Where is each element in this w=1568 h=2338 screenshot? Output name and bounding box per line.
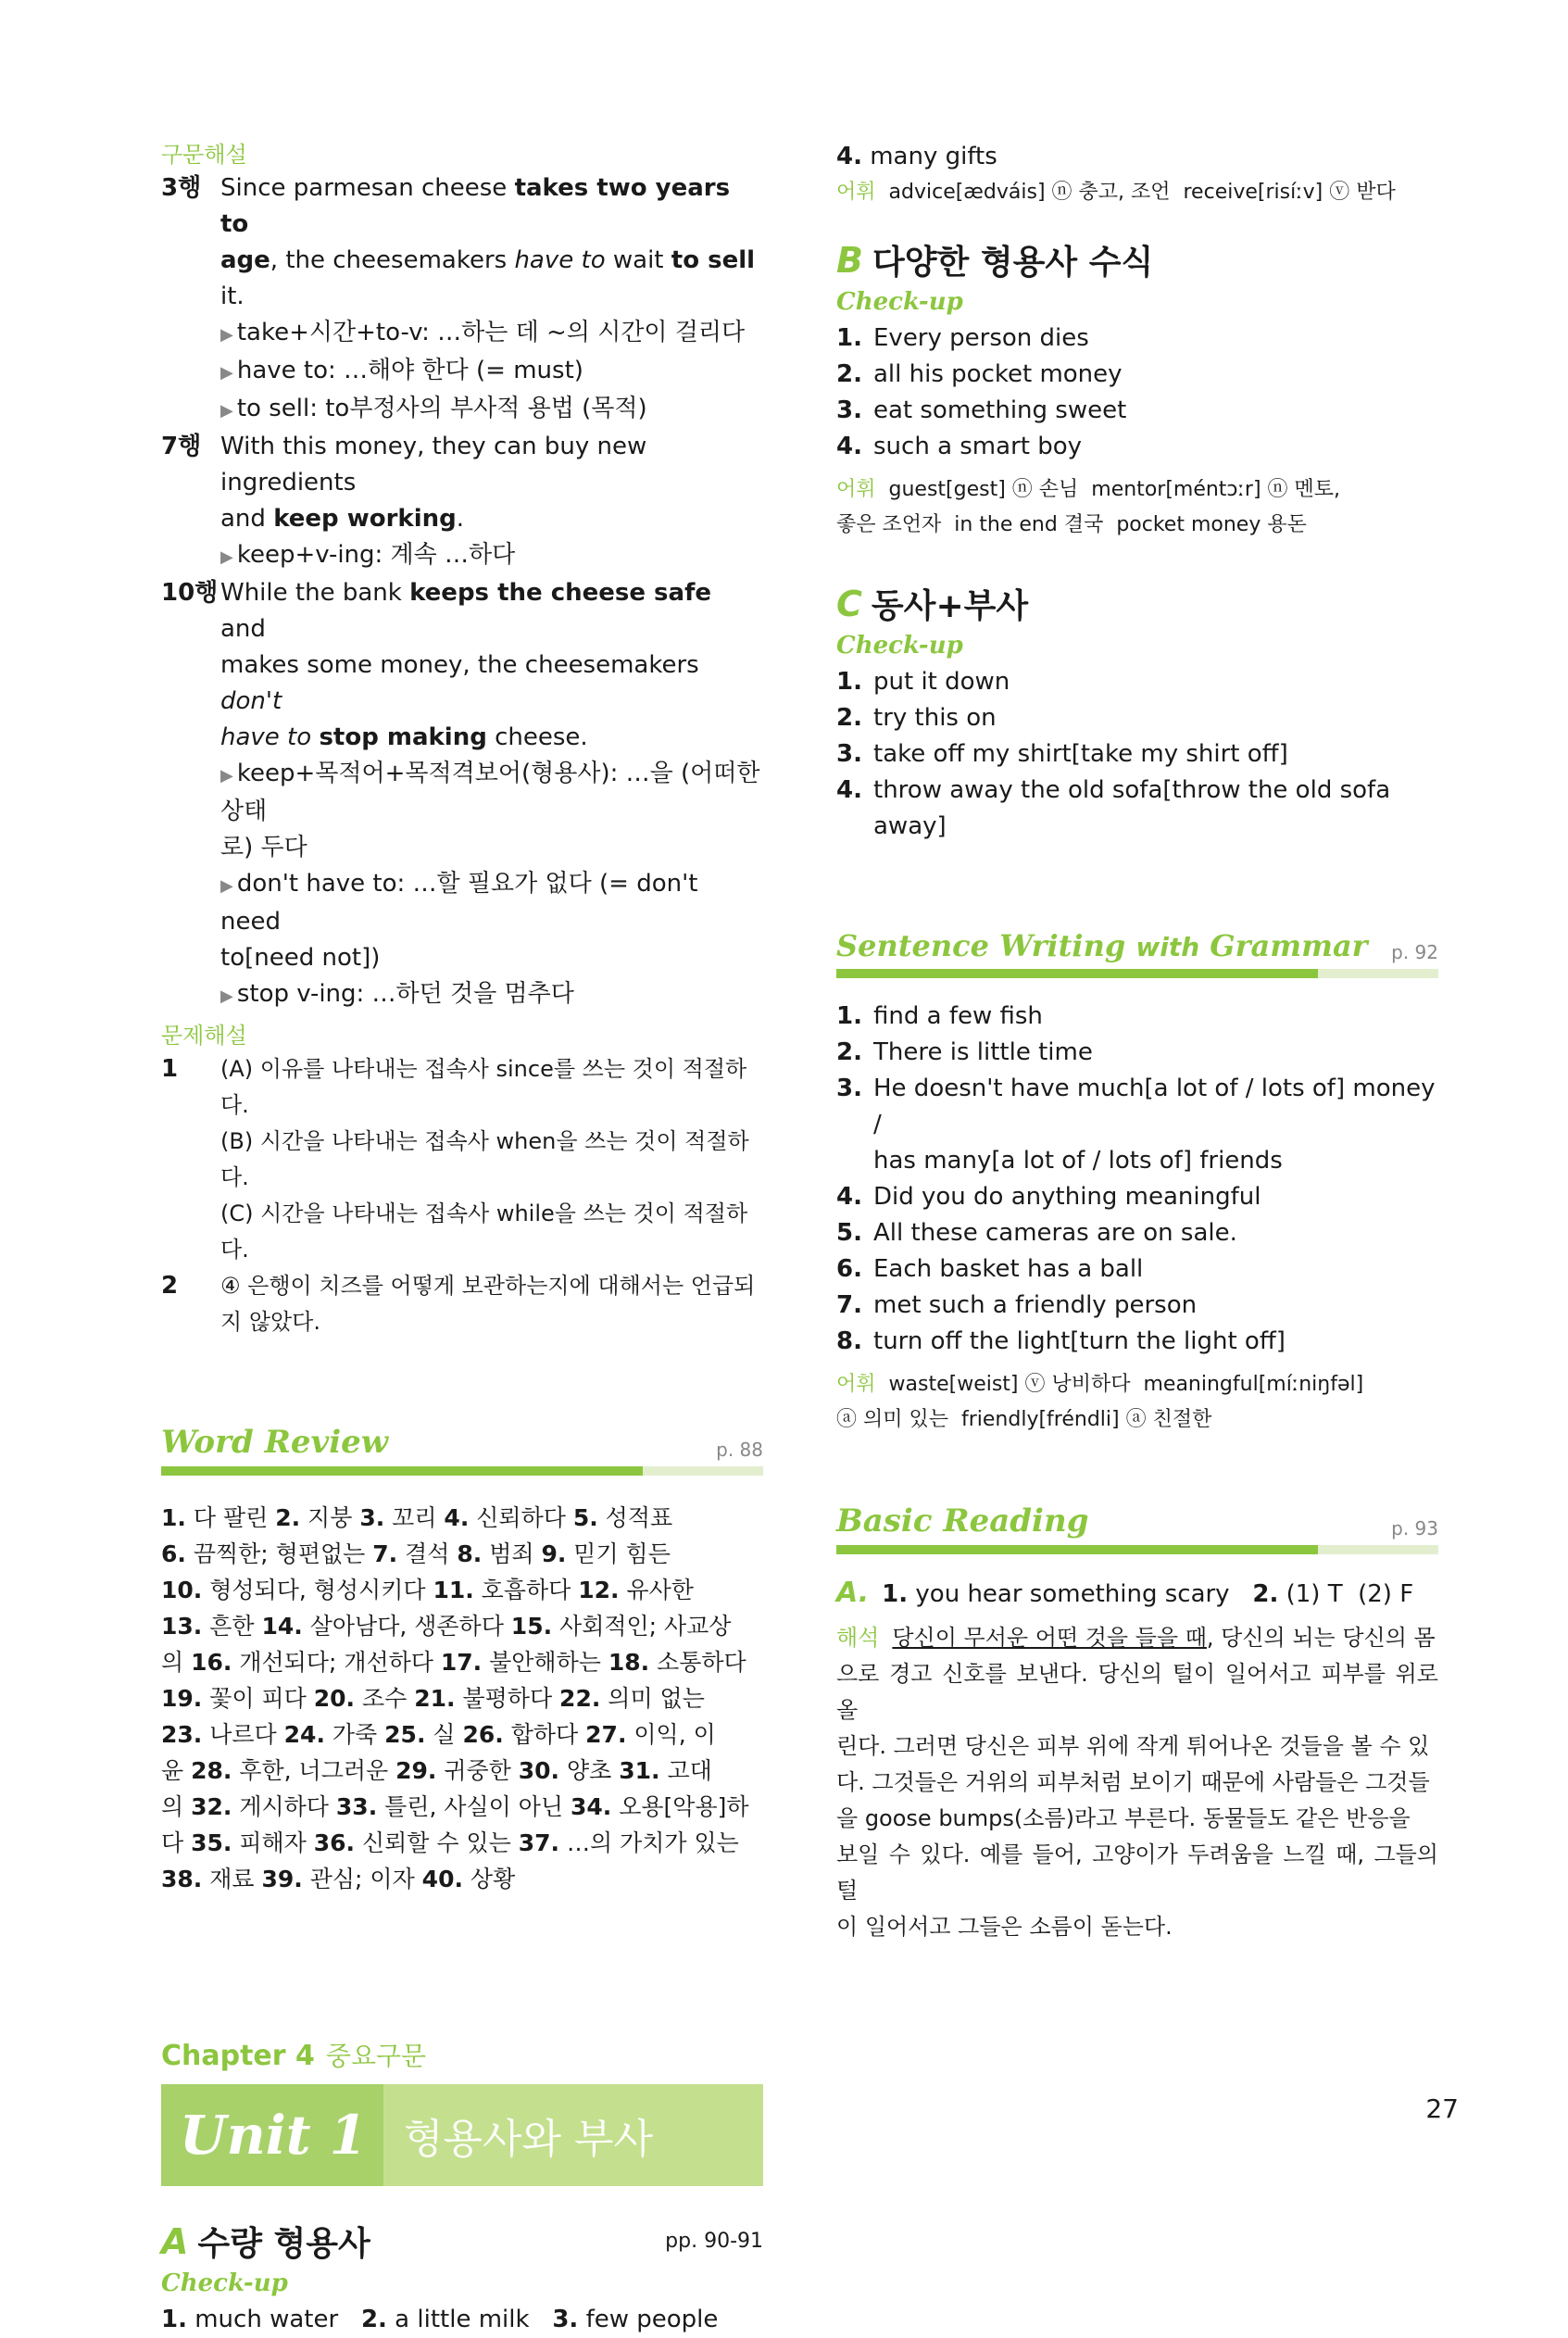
translation-line xyxy=(836,1801,1438,1837)
section-b-checkup: Check-up xyxy=(836,288,963,316)
vocab-line xyxy=(836,1402,1438,1438)
unit-title: 형용사와 부사 xyxy=(383,2084,763,2186)
section-a-head xyxy=(161,2218,763,2265)
translation-line xyxy=(836,1909,1438,1945)
item-text: take off my shirt[take my shirt off] xyxy=(873,740,1288,768)
item-text: put it down xyxy=(873,668,1010,696)
page-number: 27 xyxy=(1425,2093,1459,2124)
section-a-checkup: Check-up xyxy=(161,2269,288,2297)
gumun-sentence: makes some money, the cheesemakers don't xyxy=(220,651,699,715)
section-b-letter: B xyxy=(836,239,863,281)
translation-line xyxy=(836,1837,1438,1909)
gumun-line-number xyxy=(161,501,220,537)
section-b-item xyxy=(836,393,1438,429)
triangle-icon: ▶ xyxy=(220,363,233,383)
munje-number: 2 xyxy=(161,1272,179,1300)
sentence-writing-item xyxy=(836,1071,1438,1143)
section-a-title: 수량 형용사 xyxy=(197,2225,370,2263)
gumun-note-text: keep+목적어+목적격보어(형용사): …을 (어떠한 상태 xyxy=(220,760,760,825)
vocab-label: 어휘 xyxy=(836,1373,876,1396)
vocab-text: waste[weist] ⓥ 낭비하다 meaningful[míːniŋfəl] xyxy=(888,1373,1364,1396)
translation-text: 당신이 무서운 어떤 것을 들을 때, 당신의 뇌는 당신의 몸 xyxy=(892,1625,1436,1651)
triangle-icon: ▶ xyxy=(220,987,233,1006)
item-number xyxy=(836,1143,873,1179)
basic-reading-a-label: A. xyxy=(836,1577,870,1609)
sentence-writing-section xyxy=(836,928,1438,1438)
gumun-note xyxy=(161,940,763,976)
vocab-label: 어휘 xyxy=(836,478,876,501)
sentence-writing-page: p. 92 xyxy=(1391,941,1438,963)
word-review-page: p. 88 xyxy=(716,1439,763,1461)
translation-text: 린다. 그러면 당신은 피부 위에 작게 튀어나온 것들을 볼 수 있 xyxy=(836,1733,1430,1759)
translation-line xyxy=(836,1656,1438,1728)
word-review-line: 의 16. 개선되다; 개선하다 17. 불안해하는 18. 소통하다 xyxy=(161,1649,746,1676)
sentence-writing-vocab xyxy=(836,1367,1438,1438)
gumun-note xyxy=(161,866,763,940)
item-number: 3. xyxy=(836,740,862,768)
translation-text: 으로 경고 신호를 보낸다. 당신의 털이 일어서고 피부를 위로 올 xyxy=(836,1661,1438,1723)
section-c-item xyxy=(836,700,1438,736)
item-number xyxy=(836,809,873,845)
item-number: 3. xyxy=(836,1075,862,1102)
munje-text: (B) 시간을 나타내는 접속사 when을 쓰는 것이 적절하다. xyxy=(220,1128,749,1190)
word-review-line: 6. 끔찍한; 형편없는 7. 결석 8. 범죄 9. 믿기 힘든 xyxy=(161,1540,671,1567)
sw-title-c: Grammar xyxy=(1210,928,1368,963)
triangle-icon: ▶ xyxy=(220,547,233,567)
basic-reading-rule xyxy=(836,1545,1438,1554)
gumun-row xyxy=(161,243,763,315)
basic-reading-page: p. 93 xyxy=(1391,1517,1438,1540)
section-b-head xyxy=(836,236,1438,283)
word-review-line: 13. 흔한 14. 살아남다, 생존하다 15. 사회적인; 사교상 xyxy=(161,1613,732,1640)
gumun-row xyxy=(161,575,763,647)
vocab-text: advice[ædváis] ⓝ 충고, 조언 receive[risíːv] ⓥ 받다 xyxy=(888,181,1396,204)
gumun-note xyxy=(161,391,763,429)
gumun-sentence: While the bank keeps the cheese safe and xyxy=(220,579,712,643)
item-number: 2. xyxy=(836,704,862,732)
munje-row xyxy=(161,1268,763,1304)
item-number: 1. xyxy=(836,1002,862,1030)
section-c-letter: C xyxy=(836,583,862,624)
section-c-item xyxy=(836,736,1438,773)
item-text: try this on xyxy=(873,704,997,732)
word-review-line: 38. 재료 39. 관심; 이자 40. 상황 xyxy=(161,1866,516,1892)
munje-number xyxy=(161,1304,220,1340)
gumun-sentence: Since parmesan cheese takes two years to xyxy=(220,174,731,238)
item-number: 3. xyxy=(836,396,862,424)
word-review-line: 23. 나르다 24. 가죽 25. 실 26. 합하다 27. 이익, 이 xyxy=(161,1721,716,1748)
item-number: 5. xyxy=(836,1219,862,1247)
munje-text: ④ 은행이 치즈를 어떻게 보관하는지에 대해서는 언급되 xyxy=(220,1273,756,1299)
triangle-icon: ▶ xyxy=(220,766,233,786)
item-text: He doesn't have much[a lot of / lots of] money / xyxy=(873,1075,1436,1138)
munje-list xyxy=(161,1051,763,1340)
sentence-writing-item xyxy=(836,999,1438,1035)
gumun-note xyxy=(161,315,763,353)
gumun-row xyxy=(161,647,763,720)
item-text: away] xyxy=(873,812,947,840)
vocab-text: 좋은 조언자 in the end 결국 pocket money 용돈 xyxy=(836,513,1307,536)
vocab-line xyxy=(836,472,1438,508)
gumun-note-text: stop v-ing: …하던 것을 멈추다 xyxy=(236,980,574,1008)
basic-reading-title: Basic Reading xyxy=(836,1502,1089,1540)
sentence-writing-item xyxy=(836,1035,1438,1071)
item-text: all his pocket money xyxy=(873,360,1123,388)
sentence-writing-item xyxy=(836,1215,1438,1251)
word-review-section xyxy=(161,1424,763,1897)
item-number: 4. xyxy=(836,433,862,460)
section-b-vocab xyxy=(836,472,1438,543)
munje-row xyxy=(161,1051,763,1124)
munje-text: (A) 이유를 나타내는 접속사 since를 쓰는 것이 적절하다. xyxy=(220,1056,747,1118)
item-text: turn off the light[turn the light off] xyxy=(873,1327,1286,1355)
sentence-writing-rule xyxy=(836,969,1438,978)
munje-row xyxy=(161,1196,763,1268)
word-review-text xyxy=(161,1500,763,1897)
gumun-note-text: 로) 두다 xyxy=(220,834,307,861)
gumun-row xyxy=(161,501,763,537)
section-c-checkup: Check-up xyxy=(836,632,963,660)
item-number: 4. xyxy=(836,776,862,804)
vocab-line xyxy=(836,1367,1438,1402)
word-review-rule xyxy=(161,1466,763,1476)
item-text: find a few fish xyxy=(873,1002,1043,1030)
gumun-note xyxy=(161,353,763,391)
sentence-writing-items xyxy=(836,999,1438,1360)
translation-text: 을 goose bumps(소름)라고 부른다. 동물들도 같은 반응을 xyxy=(836,1805,1411,1831)
item-number: 1. xyxy=(836,324,862,352)
section-a-letter: A xyxy=(161,2220,189,2262)
translation-text: 다. 그것들은 거위의 피부처럼 보이기 때문에 사람들은 그것들 xyxy=(836,1769,1430,1795)
sentence-writing-item xyxy=(836,1143,1438,1179)
word-review-title: Word Review xyxy=(161,1424,389,1461)
translation-line xyxy=(836,1765,1438,1801)
translation-line xyxy=(836,1620,1438,1656)
chapter-sub: 중요구문 xyxy=(325,2041,427,2071)
gumun-row xyxy=(161,170,763,243)
gumun-list xyxy=(161,170,763,1014)
munje-text: 지 않았다. xyxy=(220,1309,320,1335)
word-review-line: 10. 형성되다, 형성시키다 11. 호흡하다 12. 유사한 xyxy=(161,1577,694,1603)
item-text: Did you do anything meaningful xyxy=(873,1183,1261,1211)
munje-label: 문제해설 xyxy=(161,1023,247,1049)
gumun-note-text: to[need not]) xyxy=(220,944,381,972)
basic-reading-a-answers: 1. you hear something scary 2. (1) T (2) F xyxy=(882,1580,1414,1608)
triangle-icon: ▶ xyxy=(220,401,233,421)
item-text: eat something sweet xyxy=(873,396,1127,424)
item-number: 8. xyxy=(836,1327,862,1355)
word-review-line: 의 32. 게시하다 33. 틀린, 사실이 아닌 34. 오용[악용]하 xyxy=(161,1793,749,1820)
gumun-row xyxy=(161,720,763,756)
chapter-heading xyxy=(161,2036,763,2073)
chapter-title: Chapter 4 xyxy=(161,2040,315,2072)
gumun-note-text: keep+v-ing: 계속 …하다 xyxy=(236,541,516,569)
item-number: 1. xyxy=(836,668,862,696)
translation-label: 해석 xyxy=(836,1625,880,1651)
gumun-note xyxy=(161,976,763,1014)
gumun-line-number xyxy=(161,647,220,720)
item-number: 4. xyxy=(836,1183,862,1211)
left-column xyxy=(161,139,763,2338)
section-a-item4: 4. many gifts xyxy=(836,143,997,170)
vocab-line xyxy=(836,508,1438,543)
section-a-vocab xyxy=(836,175,1438,210)
munje-row xyxy=(161,1304,763,1340)
word-review-line: 윤 28. 후한, 너그러운 29. 귀중한 30. 양초 31. 고대 xyxy=(161,1757,712,1784)
sentence-writing-item xyxy=(836,1324,1438,1360)
munje-number xyxy=(161,1196,220,1268)
word-review-line: 1. 다 팔린 2. 지붕 3. 꼬리 4. 신뢰하다 5. 성적표 xyxy=(161,1504,673,1531)
section-c-item xyxy=(836,664,1438,700)
section-a-page: pp. 90-91 xyxy=(665,2230,763,2253)
gumun-note-text: have to: …해야 한다 (= must) xyxy=(236,357,583,384)
sentence-writing-item xyxy=(836,1179,1438,1215)
triangle-icon: ▶ xyxy=(220,876,233,896)
section-b-item xyxy=(836,357,1438,393)
basic-reading-a xyxy=(836,1575,1438,1613)
word-review-line: 다 35. 피해자 36. 신뢰할 수 있는 37. …의 가치가 있는 xyxy=(161,1829,739,1856)
section-c-head xyxy=(836,580,1438,627)
gumun-line-number xyxy=(161,720,220,756)
section-a-answers: 1. much water 2. a little milk 3. few people xyxy=(161,2306,719,2333)
gumun-note-text: take+시간+to-v: …하는 데 ~의 시간이 걸리다 xyxy=(236,319,746,346)
section-c-item xyxy=(836,773,1438,809)
munje-number xyxy=(161,1124,220,1196)
section-c-items xyxy=(836,664,1438,845)
gumun-label: 구문해설 xyxy=(161,142,247,168)
triangle-icon: ▶ xyxy=(220,325,233,345)
gumun-sentence: have to stop making cheese. xyxy=(220,723,588,751)
item-text: Every person dies xyxy=(873,324,1089,352)
section-b-items xyxy=(836,321,1438,465)
vocab-text: ⓐ 의미 있는 friendly[fréndli] ⓐ 친절한 xyxy=(836,1408,1212,1431)
section-c-item xyxy=(836,809,1438,845)
sentence-writing-item xyxy=(836,1288,1438,1324)
gumun-note xyxy=(161,830,763,866)
basic-reading-section xyxy=(836,1502,1438,1945)
gumun-note-text: to sell: to부정사의 부사적 용법 (목적) xyxy=(236,395,647,422)
unit-label: Unit 1 xyxy=(180,2104,368,2167)
item-number: 2. xyxy=(836,360,862,388)
gumun-note xyxy=(161,537,763,575)
item-text: Each basket has a ball xyxy=(873,1255,1144,1283)
item-text: There is little time xyxy=(873,1038,1093,1066)
item-number: 2. xyxy=(836,1038,862,1066)
sentence-writing-title xyxy=(836,928,1368,963)
translation-text: 이 일어서고 그들은 소름이 돋는다. xyxy=(836,1914,1173,1940)
munje-text: (C) 시간을 나타내는 접속사 while을 쓰는 것이 적절하다. xyxy=(220,1200,748,1263)
gumun-sentence: age, the cheesemakers have to wait to sell it. xyxy=(220,246,756,310)
gumun-note xyxy=(161,756,763,830)
sw-title-a: Sentence Writing xyxy=(836,928,1126,963)
unit-banner xyxy=(161,2084,763,2186)
vocab-label: 어휘 xyxy=(836,181,876,204)
gumun-line-number: 7행 xyxy=(161,433,202,460)
item-number: 7. xyxy=(836,1291,862,1319)
right-column xyxy=(836,139,1438,1945)
item-text: such a smart boy xyxy=(873,433,1083,460)
word-review-line: 19. 꽃이 피다 20. 조수 21. 불평하다 22. 의미 없는 xyxy=(161,1685,705,1712)
gumun-line-number xyxy=(161,243,220,315)
sw-title-b: with xyxy=(1135,932,1200,962)
item-number: 6. xyxy=(836,1255,862,1283)
gumun-sentence: and keep working. xyxy=(220,505,465,533)
sentence-writing-item xyxy=(836,1251,1438,1288)
translation-line xyxy=(836,1728,1438,1765)
section-b-title: 다양한 형용사 수식 xyxy=(872,244,1154,282)
gumun-line-number: 3행 xyxy=(161,174,202,202)
section-b-item xyxy=(836,321,1438,357)
translation-text: 보일 수 있다. 예를 들어, 고양이가 두려움을 느낄 때, 그들의 털 xyxy=(836,1841,1438,1904)
item-text: met such a friendly person xyxy=(873,1291,1198,1319)
section-b-item xyxy=(836,429,1438,465)
item-text: has many[a lot of / lots of] friends xyxy=(873,1147,1283,1175)
item-text: All these cameras are on sale. xyxy=(873,1219,1237,1247)
munje-row xyxy=(161,1124,763,1196)
basic-reading-translation xyxy=(836,1620,1438,1945)
vocab-text: guest[gest] ⓝ 손님 mentor[méntɔːr] ⓝ 멘토, xyxy=(888,478,1341,501)
section-c-title: 동사+부사 xyxy=(871,587,1029,625)
gumun-sentence: With this money, they can buy new ingredients xyxy=(220,433,647,497)
gumun-note-text: don't have to: …할 필요가 없다 (= don't need xyxy=(220,870,698,936)
munje-number: 1 xyxy=(161,1055,179,1083)
gumun-row xyxy=(161,429,763,501)
gumun-line-number: 10행 xyxy=(161,579,219,607)
item-text: throw away the old sofa[throw the old sofa xyxy=(873,776,1391,804)
